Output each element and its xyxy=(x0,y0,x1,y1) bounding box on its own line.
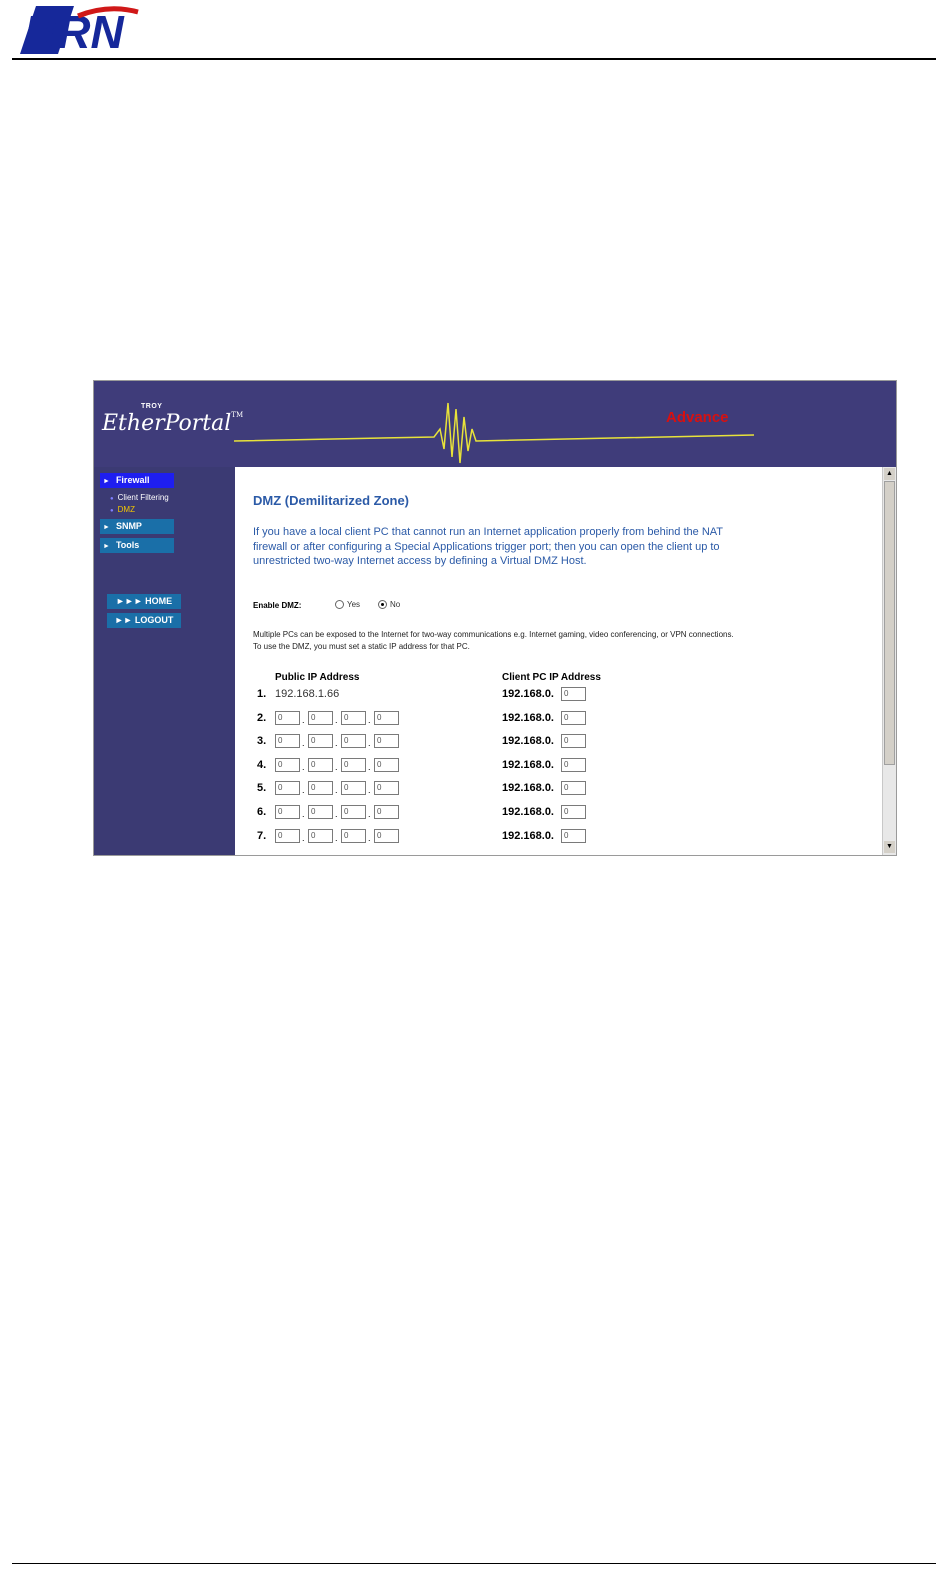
public-ip-octet-input[interactable]: 0 xyxy=(341,805,366,819)
row-number: 2. xyxy=(257,712,267,724)
octet-separator: . xyxy=(302,738,305,748)
row-number: 3. xyxy=(257,735,267,747)
public-ip-octet-input[interactable]: 0 xyxy=(308,734,333,748)
public-ip-octet-input[interactable]: 0 xyxy=(275,758,300,772)
arrow-right-icon: ► xyxy=(103,524,110,531)
scroll-down-icon[interactable]: ▼ xyxy=(884,841,895,853)
client-ip-input[interactable]: 0 xyxy=(561,758,586,772)
dmz-note: Multiple PCs can be exposed to the Internet for two-way communications e.g. Internet gaming, video conferencing, or VPN connections. To use the DMZ, you must set a static IP address for that PC. xyxy=(253,630,734,651)
public-ip-octet-input[interactable]: 0 xyxy=(275,734,300,748)
client-ip-input[interactable]: 0 xyxy=(561,711,586,725)
client-ip-prefix: 192.168.0. xyxy=(502,806,554,818)
octet-separator: . xyxy=(368,785,371,795)
row-number: 6. xyxy=(257,806,267,818)
client-ip-prefix: 192.168.0. xyxy=(502,688,554,700)
public-ip-octet-input[interactable]: 0 xyxy=(308,805,333,819)
radio-label: Yes xyxy=(347,600,361,609)
public-ip-octet-input[interactable]: 0 xyxy=(275,805,300,819)
octet-separator: . xyxy=(335,762,338,772)
sidebar-sub-label: DMZ xyxy=(117,505,135,514)
radio-off-icon xyxy=(335,600,344,609)
public-ip-octet-input[interactable]: 0 xyxy=(308,711,333,725)
public-ip-octet-input[interactable]: 0 xyxy=(374,758,399,772)
brn-logo xyxy=(18,2,178,58)
footer-rule xyxy=(12,1563,936,1564)
client-ip-prefix: 192.168.0. xyxy=(502,830,554,842)
sidebar-item-firewall[interactable] xyxy=(100,473,174,488)
octet-separator: . xyxy=(302,715,305,725)
brand-name: EtherPortal xyxy=(102,411,232,436)
bullet-icon: ● xyxy=(110,496,114,502)
radio-on-icon xyxy=(378,600,387,609)
client-ip-prefix: 192.168.0. xyxy=(502,735,554,747)
row-number: 5. xyxy=(257,782,267,794)
scroll-thumb[interactable] xyxy=(884,481,895,765)
enable-dmz-label: Enable DMZ: xyxy=(253,601,302,610)
sidebar-sub-label: Client Filtering xyxy=(117,493,169,502)
row-number: 1. xyxy=(257,688,267,700)
sidebar-item-snmp[interactable] xyxy=(100,519,174,534)
sidebar-sub-dmz[interactable] xyxy=(110,505,135,514)
client-ip-prefix: 192.168.0. xyxy=(502,782,554,794)
mode-label: Advance xyxy=(666,409,729,426)
public-ip-octet-input[interactable]: 0 xyxy=(275,829,300,843)
sidebar-item-tools[interactable] xyxy=(100,538,174,553)
octet-separator: . xyxy=(368,738,371,748)
enable-no-radio[interactable] xyxy=(378,600,400,609)
public-ip-octet-input[interactable]: 0 xyxy=(275,781,300,795)
pulse-wave-icon xyxy=(234,389,754,467)
scrollbar[interactable] xyxy=(882,467,896,855)
octet-separator: . xyxy=(368,809,371,819)
arrow-right-icon: ► xyxy=(103,478,110,485)
logout-button[interactable]: ►► LOGOUT xyxy=(107,613,181,628)
sidebar-item-label: SNMP xyxy=(115,521,142,531)
public-ip-octet-input[interactable]: 0 xyxy=(308,829,333,843)
col-client-ip: Client PC IP Address xyxy=(502,672,601,683)
radio-label: No xyxy=(390,600,401,609)
brand-small: TROY xyxy=(141,403,163,410)
public-ip-static: 192.168.1.66 xyxy=(275,688,340,700)
public-ip-octet-input[interactable]: 0 xyxy=(341,829,366,843)
sidebar-item-label: Firewall xyxy=(115,475,150,485)
bullet-icon: ● xyxy=(110,508,114,514)
octet-separator: . xyxy=(335,833,338,843)
brand-logo xyxy=(102,411,243,436)
client-ip-prefix: 192.168.0. xyxy=(502,712,554,724)
public-ip-octet-input[interactable]: 0 xyxy=(374,734,399,748)
row-number: 4. xyxy=(257,759,267,771)
scroll-up-icon[interactable]: ▲ xyxy=(884,468,895,480)
octet-separator: . xyxy=(335,785,338,795)
public-ip-octet-input[interactable]: 0 xyxy=(341,734,366,748)
col-public-ip: Public IP Address xyxy=(275,672,360,683)
public-ip-octet-input[interactable]: 0 xyxy=(341,711,366,725)
intro-text: If you have a local client PC that cannot run an Internet application properly from behind the NAT firewall or after configuring a Special Applications trigger port; then you can open the client up to unrestricted two-way Internet access by defining a Virtual DMZ Host. xyxy=(253,526,723,567)
octet-separator: . xyxy=(302,762,305,772)
page-title: DMZ (Demilitarized Zone) xyxy=(253,493,410,508)
octet-separator: . xyxy=(335,809,338,819)
public-ip-octet-input[interactable]: 0 xyxy=(341,758,366,772)
header-rule xyxy=(12,58,936,60)
row-number: 7. xyxy=(257,830,267,842)
brn-logo-text: BRN xyxy=(24,6,124,58)
brand-tm: TM xyxy=(231,411,244,419)
octet-separator: . xyxy=(335,715,338,725)
public-ip-octet-input[interactable]: 0 xyxy=(374,805,399,819)
octet-separator: . xyxy=(335,738,338,748)
octet-separator: . xyxy=(368,715,371,725)
octet-separator: . xyxy=(302,809,305,819)
client-ip-input[interactable]: 0 xyxy=(561,829,586,843)
home-button[interactable]: ►►► HOME xyxy=(107,594,181,609)
client-ip-prefix: 192.168.0. xyxy=(502,759,554,771)
main-content xyxy=(235,467,882,855)
sidebar xyxy=(94,467,235,855)
client-ip-input[interactable]: 0 xyxy=(561,687,586,701)
sidebar-sub-client-filtering[interactable] xyxy=(110,493,169,502)
banner xyxy=(94,381,896,467)
public-ip-octet-input[interactable]: 0 xyxy=(374,829,399,843)
public-ip-octet-input[interactable]: 0 xyxy=(275,711,300,725)
octet-separator: . xyxy=(302,785,305,795)
octet-separator: . xyxy=(368,762,371,772)
octet-separator: . xyxy=(368,833,371,843)
client-ip-input[interactable]: 0 xyxy=(561,781,586,795)
sidebar-item-label: Tools xyxy=(115,540,140,550)
public-ip-octet-input[interactable]: 0 xyxy=(308,758,333,772)
client-ip-input[interactable]: 0 xyxy=(561,734,586,748)
public-ip-octet-input[interactable]: 0 xyxy=(308,781,333,795)
router-ui-screenshot xyxy=(93,380,897,856)
public-ip-octet-input[interactable]: 0 xyxy=(374,711,399,725)
public-ip-octet-input[interactable]: 0 xyxy=(374,781,399,795)
arrow-right-icon: ► xyxy=(103,543,110,550)
enable-yes-radio[interactable] xyxy=(335,600,360,609)
public-ip-octet-input[interactable]: 0 xyxy=(341,781,366,795)
client-ip-input[interactable]: 0 xyxy=(561,805,586,819)
octet-separator: . xyxy=(302,833,305,843)
